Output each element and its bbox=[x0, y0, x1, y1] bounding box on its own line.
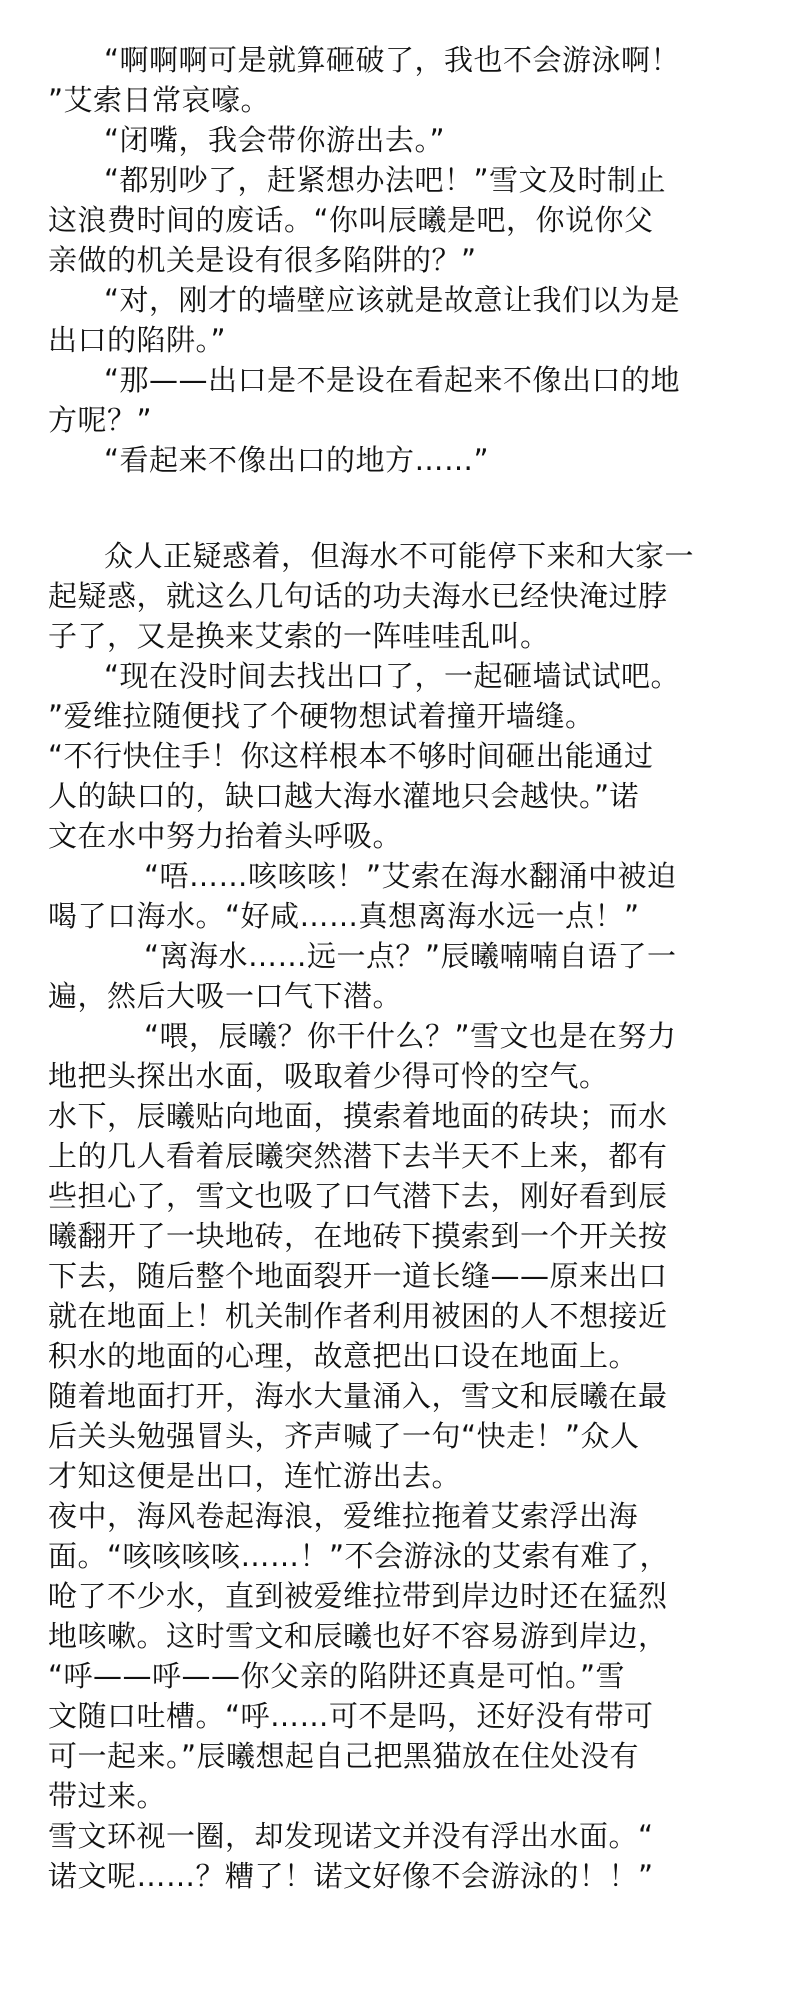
text-line: “不行快住手！你这样根本不够时间砸出能通过 bbox=[48, 739, 654, 773]
text-line: 带过来。 bbox=[48, 1779, 167, 1813]
text-line: “啊啊啊可是就算砸破了，我也不会游泳啊！ bbox=[104, 43, 681, 77]
text-line: 这浪费时间的废话。“你叫辰曦是吧，你说你父 bbox=[48, 203, 654, 237]
text-line: 众人正疑惑着，但海水不可能停下来和大家一 bbox=[104, 539, 695, 573]
text-line: 雪文环视一圈，却发现诺文并没有浮出水面。“ bbox=[48, 1819, 654, 1853]
text-line: 诺文呢……？糟了！诺文好像不会游泳的！！” bbox=[48, 1859, 654, 1893]
text-line: 遍，然后大吸一口气下潜。 bbox=[48, 979, 403, 1013]
blank-line bbox=[48, 480, 750, 536]
text-line: 方呢？” bbox=[48, 403, 153, 437]
text-line: 后关头勉强冒头，齐声喊了一句“快走！”众人 bbox=[48, 1419, 640, 1453]
text-line: 才知这便是出口，连忙游出去。 bbox=[48, 1459, 462, 1493]
text-line: 面。“咳咳咳咳……！”不会游泳的艾索有难了， bbox=[48, 1539, 670, 1573]
text-line: “唔……咳咳咳！”艾索在海水翻涌中被迫 bbox=[144, 859, 677, 893]
text-line: “现在没时间去找出口了，一起砸墙试试吧。 bbox=[104, 659, 681, 693]
text-line: 积水的地面的心理，故意把出口设在地面上。 bbox=[48, 1339, 639, 1373]
text-line: 出口的陷阱。” bbox=[48, 323, 227, 357]
text-line: 水下，辰曦贴向地面，摸索着地面的砖块；而水 bbox=[48, 1099, 668, 1133]
text-line: “对，刚才的墙壁应该就是故意让我们以为是 bbox=[104, 283, 681, 317]
text-line: ”艾索日常哀嚎。 bbox=[48, 83, 271, 117]
text-line: 地把头探出水面，吸取着少得可怜的空气。 bbox=[48, 1059, 609, 1093]
text-line: ”爱维拉随便找了个硬物想试着撞开墙缝。 bbox=[48, 699, 595, 733]
text-line: “那——出口是不是设在看起来不像出口的地 bbox=[104, 363, 681, 397]
text-line: “呼——呼——你父亲的陷阱还真是可怕。”雪 bbox=[48, 1659, 626, 1693]
text-line: 喝了口海水。“好咸……真想离海水远一点！” bbox=[48, 899, 640, 933]
text-line: 文随口吐槽。“呼……可不是吗，还好没有带可 bbox=[48, 1699, 654, 1733]
text-line: “喂，辰曦？你干什么？”雪文也是在努力 bbox=[144, 1019, 677, 1053]
text-line: 亲做的机关是设有很多陷阱的？” bbox=[48, 243, 477, 277]
text-line: 起疑惑，就这么几句话的功夫海水已经快淹过脖 bbox=[48, 579, 668, 613]
text-line: 人的缺口的，缺口越大海水灌地只会越快。”诺 bbox=[48, 779, 640, 813]
text-line: 就在地面上！机关制作者利用被困的人不想接近 bbox=[48, 1299, 668, 1333]
text-line: “看起来不像出口的地方……” bbox=[104, 443, 490, 477]
text-line: 夜中，海风卷起海浪，爱维拉拖着艾索浮出海 bbox=[48, 1499, 639, 1533]
text-line: “闭嘴，我会带你游出去。” bbox=[104, 123, 446, 157]
text-line: “离海水……远一点？”辰曦喃喃自语了一 bbox=[144, 939, 677, 973]
text-line: 曦翻开了一块地砖，在地砖下摸索到一个开关按 bbox=[48, 1219, 668, 1253]
text-line: 子了，又是换来艾索的一阵哇哇乱叫。 bbox=[48, 619, 550, 653]
text-line: 下去，随后整个地面裂开一道长缝——原来出口 bbox=[48, 1259, 668, 1293]
text-line: 随着地面打开，海水大量涌入，雪文和辰曦在最 bbox=[48, 1379, 668, 1413]
text-line: “都别吵了，赶紧想办法吧！”雪文及时制止 bbox=[104, 163, 667, 197]
text-line: 地咳嗽。这时雪文和辰曦也好不容易游到岸边， bbox=[48, 1619, 668, 1653]
text-line: 呛了不少水，直到被爱维拉带到岸边时还在猛烈 bbox=[48, 1579, 668, 1613]
text-line: 些担心了，雪文也吸了口气潜下去，刚好看到辰 bbox=[48, 1179, 668, 1213]
text-line: 上的几人看着辰曦突然潜下去半天不上来，都有 bbox=[48, 1139, 668, 1173]
text-line: 可一起来。”辰曦想起自己把黑猫放在住处没有 bbox=[48, 1739, 640, 1773]
text-line: 文在水中努力抬着头呼吸。 bbox=[48, 819, 403, 853]
